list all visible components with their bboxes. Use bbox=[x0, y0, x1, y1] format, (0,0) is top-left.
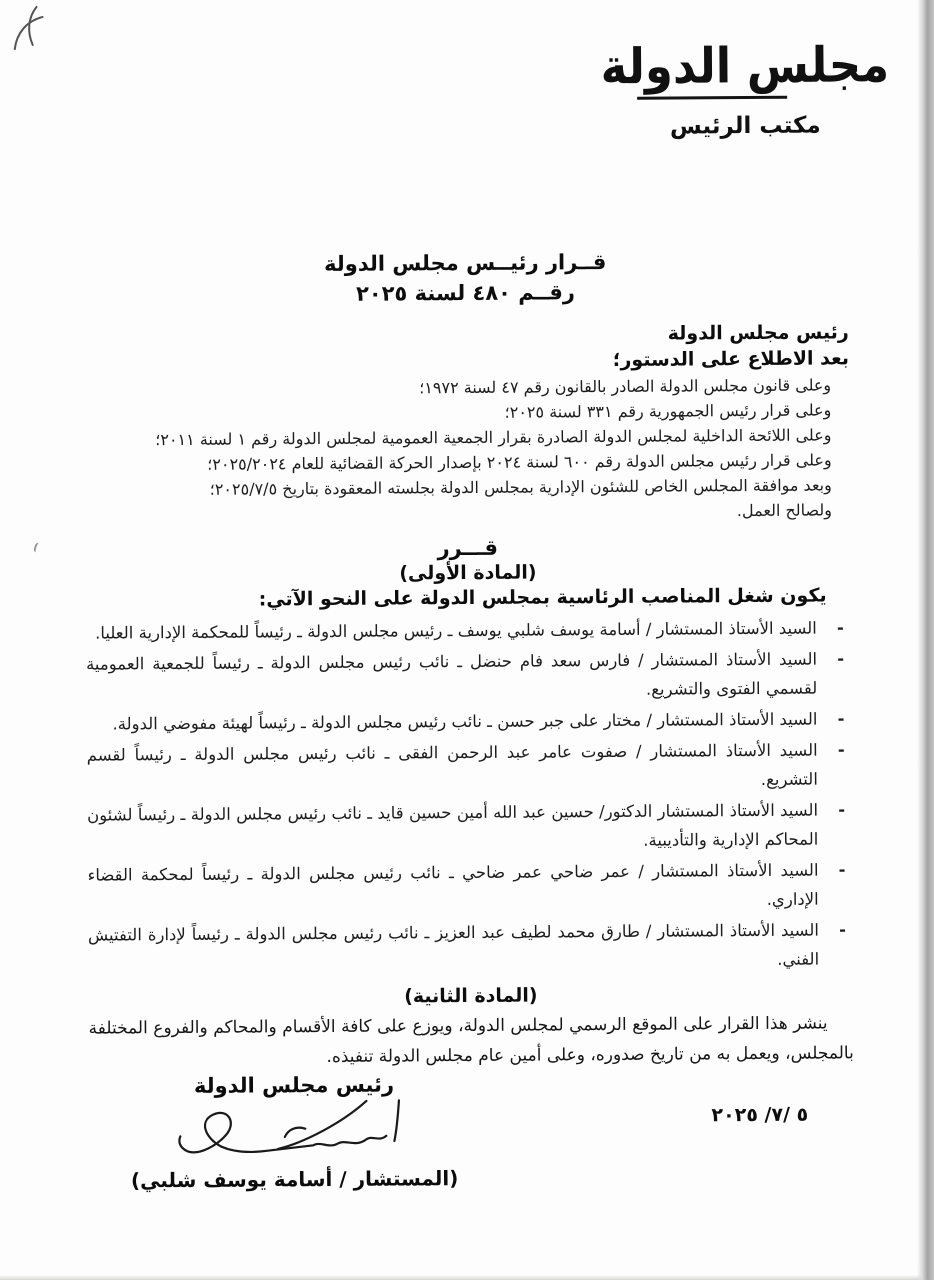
signature-title: رئيس مجلس الدولة bbox=[193, 1072, 395, 1098]
page-edge-shadow bbox=[917, 0, 934, 1280]
article-2-heading: (المادة الثانية) bbox=[404, 984, 538, 1008]
ink-speck-artifact bbox=[33, 542, 44, 554]
appointment-text: السيد الأستاذ المستشار / طارق محمد لطيف عبد العزيز ـ نائب رئيس مجلس الدولة ـ رئيساً لإدارة التفتيش الفني. bbox=[87, 920, 820, 969]
signature-name: (المستشار / أسامة يوسف شلبي) bbox=[130, 1166, 459, 1193]
whereas-clause: وعلى قرار رئيس الجمهورية رقم ٣٣١ لسنة ٢٠٢٥؛ bbox=[504, 400, 832, 422]
org-logo-text: مجلس الدولة bbox=[600, 35, 890, 96]
whereas-clause: وبعد موافقة المجلس الخاص للشئون الإدارية بمجلس الدولة بجلسته المعقودة بتاريخ ٢٠٢٥/٧/٥؛ bbox=[209, 475, 832, 499]
pen-mark-icon bbox=[6, 5, 76, 55]
dash-bullet: - bbox=[839, 920, 846, 940]
preamble-intro: بعد الاطلاع على الدستور؛ bbox=[612, 347, 850, 371]
appointment-item bbox=[86, 644, 851, 707]
appointment-item bbox=[88, 915, 853, 978]
whereas-clause: وعلى اللائحة الداخلية لمجلس الدولة الصادرة بقرار الجمعية العمومية لمجلس الدولة رقم ١ لسنة ٢٠١١؛ bbox=[155, 425, 832, 450]
signature-block bbox=[99, 1072, 490, 1193]
appointment-item bbox=[86, 613, 851, 647]
page-bottom-shadow bbox=[0, 1275, 934, 1280]
appointment-text: السيد الأستاذ المستشار / صفوت عامر عبد الرحمن الفقى ـ نائب رئيس مجلس الدولة ـ رئيساً لقسم التشريع. bbox=[86, 740, 818, 789]
dash-bullet: - bbox=[838, 800, 846, 820]
appointment-item bbox=[87, 855, 852, 918]
decree-body bbox=[84, 319, 854, 1073]
dash-bullet: - bbox=[836, 618, 844, 638]
dash-bullet: - bbox=[837, 740, 845, 760]
preamble-clauses bbox=[84, 372, 850, 527]
whereas-clause: ولصالح العمل. bbox=[736, 500, 833, 521]
appointment-text: السيد الأستاذ المستشار الدكتور/ حسين عبد الله أمين حسين قايد ـ نائب رئيس مجلس الدولة ـ رئيساً لشئون المحاكم الإدارية والتأديبية. bbox=[87, 800, 819, 850]
decree-title bbox=[0, 245, 933, 312]
whereas-clause: وعلى قانون مجلس الدولة الصادر بالقانون رقم ٤٧ لسنة ١٩٧٢؛ bbox=[419, 375, 832, 398]
decree-word: قـــرر bbox=[437, 535, 499, 561]
appointment-item bbox=[86, 704, 851, 738]
dash-bullet: - bbox=[837, 709, 845, 729]
letterhead bbox=[595, 35, 896, 140]
whereas-clause: وعلى قرار رئيس مجلس الدولة رقم ٦٠٠ لسنة ٢٠٢٤ بإصدار الحركة القضائية للعام ٢٠٢٥/٢٠٢٤؛ bbox=[207, 450, 832, 474]
article-2-body: ينشر هذا القرار على الموقع الرسمي لمجلس الدولة، ويوزع على كافة الأقسام والمحاكم والفروع المختلفة بالمجلس، ويعمل به من تاريخ صدوره، وعلى أمين عام مجلس الدولة تنفيذه. bbox=[88, 1013, 854, 1067]
article-2 bbox=[88, 981, 854, 1073]
dash-bullet: - bbox=[838, 860, 846, 880]
issuer-line: رئيس مجلس الدولة bbox=[667, 321, 849, 345]
dash-bullet: - bbox=[837, 649, 845, 669]
office-label: مكتب الرئيس bbox=[669, 112, 821, 140]
logo-underline bbox=[637, 96, 787, 100]
appointment-text: السيد الأستاذ المستشار / عمر ضاحي عمر ضاحي ـ نائب رئيس مجلس الدولة ـ رئيساً لمحكمة القضاء الإداري. bbox=[87, 860, 819, 909]
appointment-text: السيد الأستاذ المستشار / مختار على جبر حسن ـ نائب رئيس مجلس الدولة ـ رئيساً لهيئة مفوضي الدولة. bbox=[112, 709, 818, 734]
article-1-intro: يكون شغل المناصب الرئاسية بمجلس الدولة على النحو الآتي: bbox=[258, 584, 827, 611]
decree-title-line2: رقــم ٤٨٠ لسنة ٢٠٢٥ bbox=[355, 280, 576, 306]
appointment-item bbox=[87, 735, 852, 798]
appointment-text: السيد الأستاذ المستشار / فارس سعد فام حنضل ـ نائب رئيس مجلس الدولة ـ رئيساً للجمعية العمومية لقسمي الفتوى والتشريع. bbox=[85, 649, 818, 699]
decree-date: ٥ /٧/ ٢٠٢٥ bbox=[711, 1103, 809, 1127]
appointment-item bbox=[87, 795, 852, 858]
article-1-heading: (المادة الأولى) bbox=[399, 561, 537, 585]
decree-title-line1: قــرار رئيــس مجلس الدولة bbox=[324, 250, 607, 276]
appointments-list bbox=[86, 613, 853, 978]
appointment-text: السيد الأستاذ المستشار / أسامة يوسف شلبي يوسف ـ رئيس مجلس الدولة ـ رئيساً للمحكمة الإدارية العليا. bbox=[94, 618, 817, 643]
